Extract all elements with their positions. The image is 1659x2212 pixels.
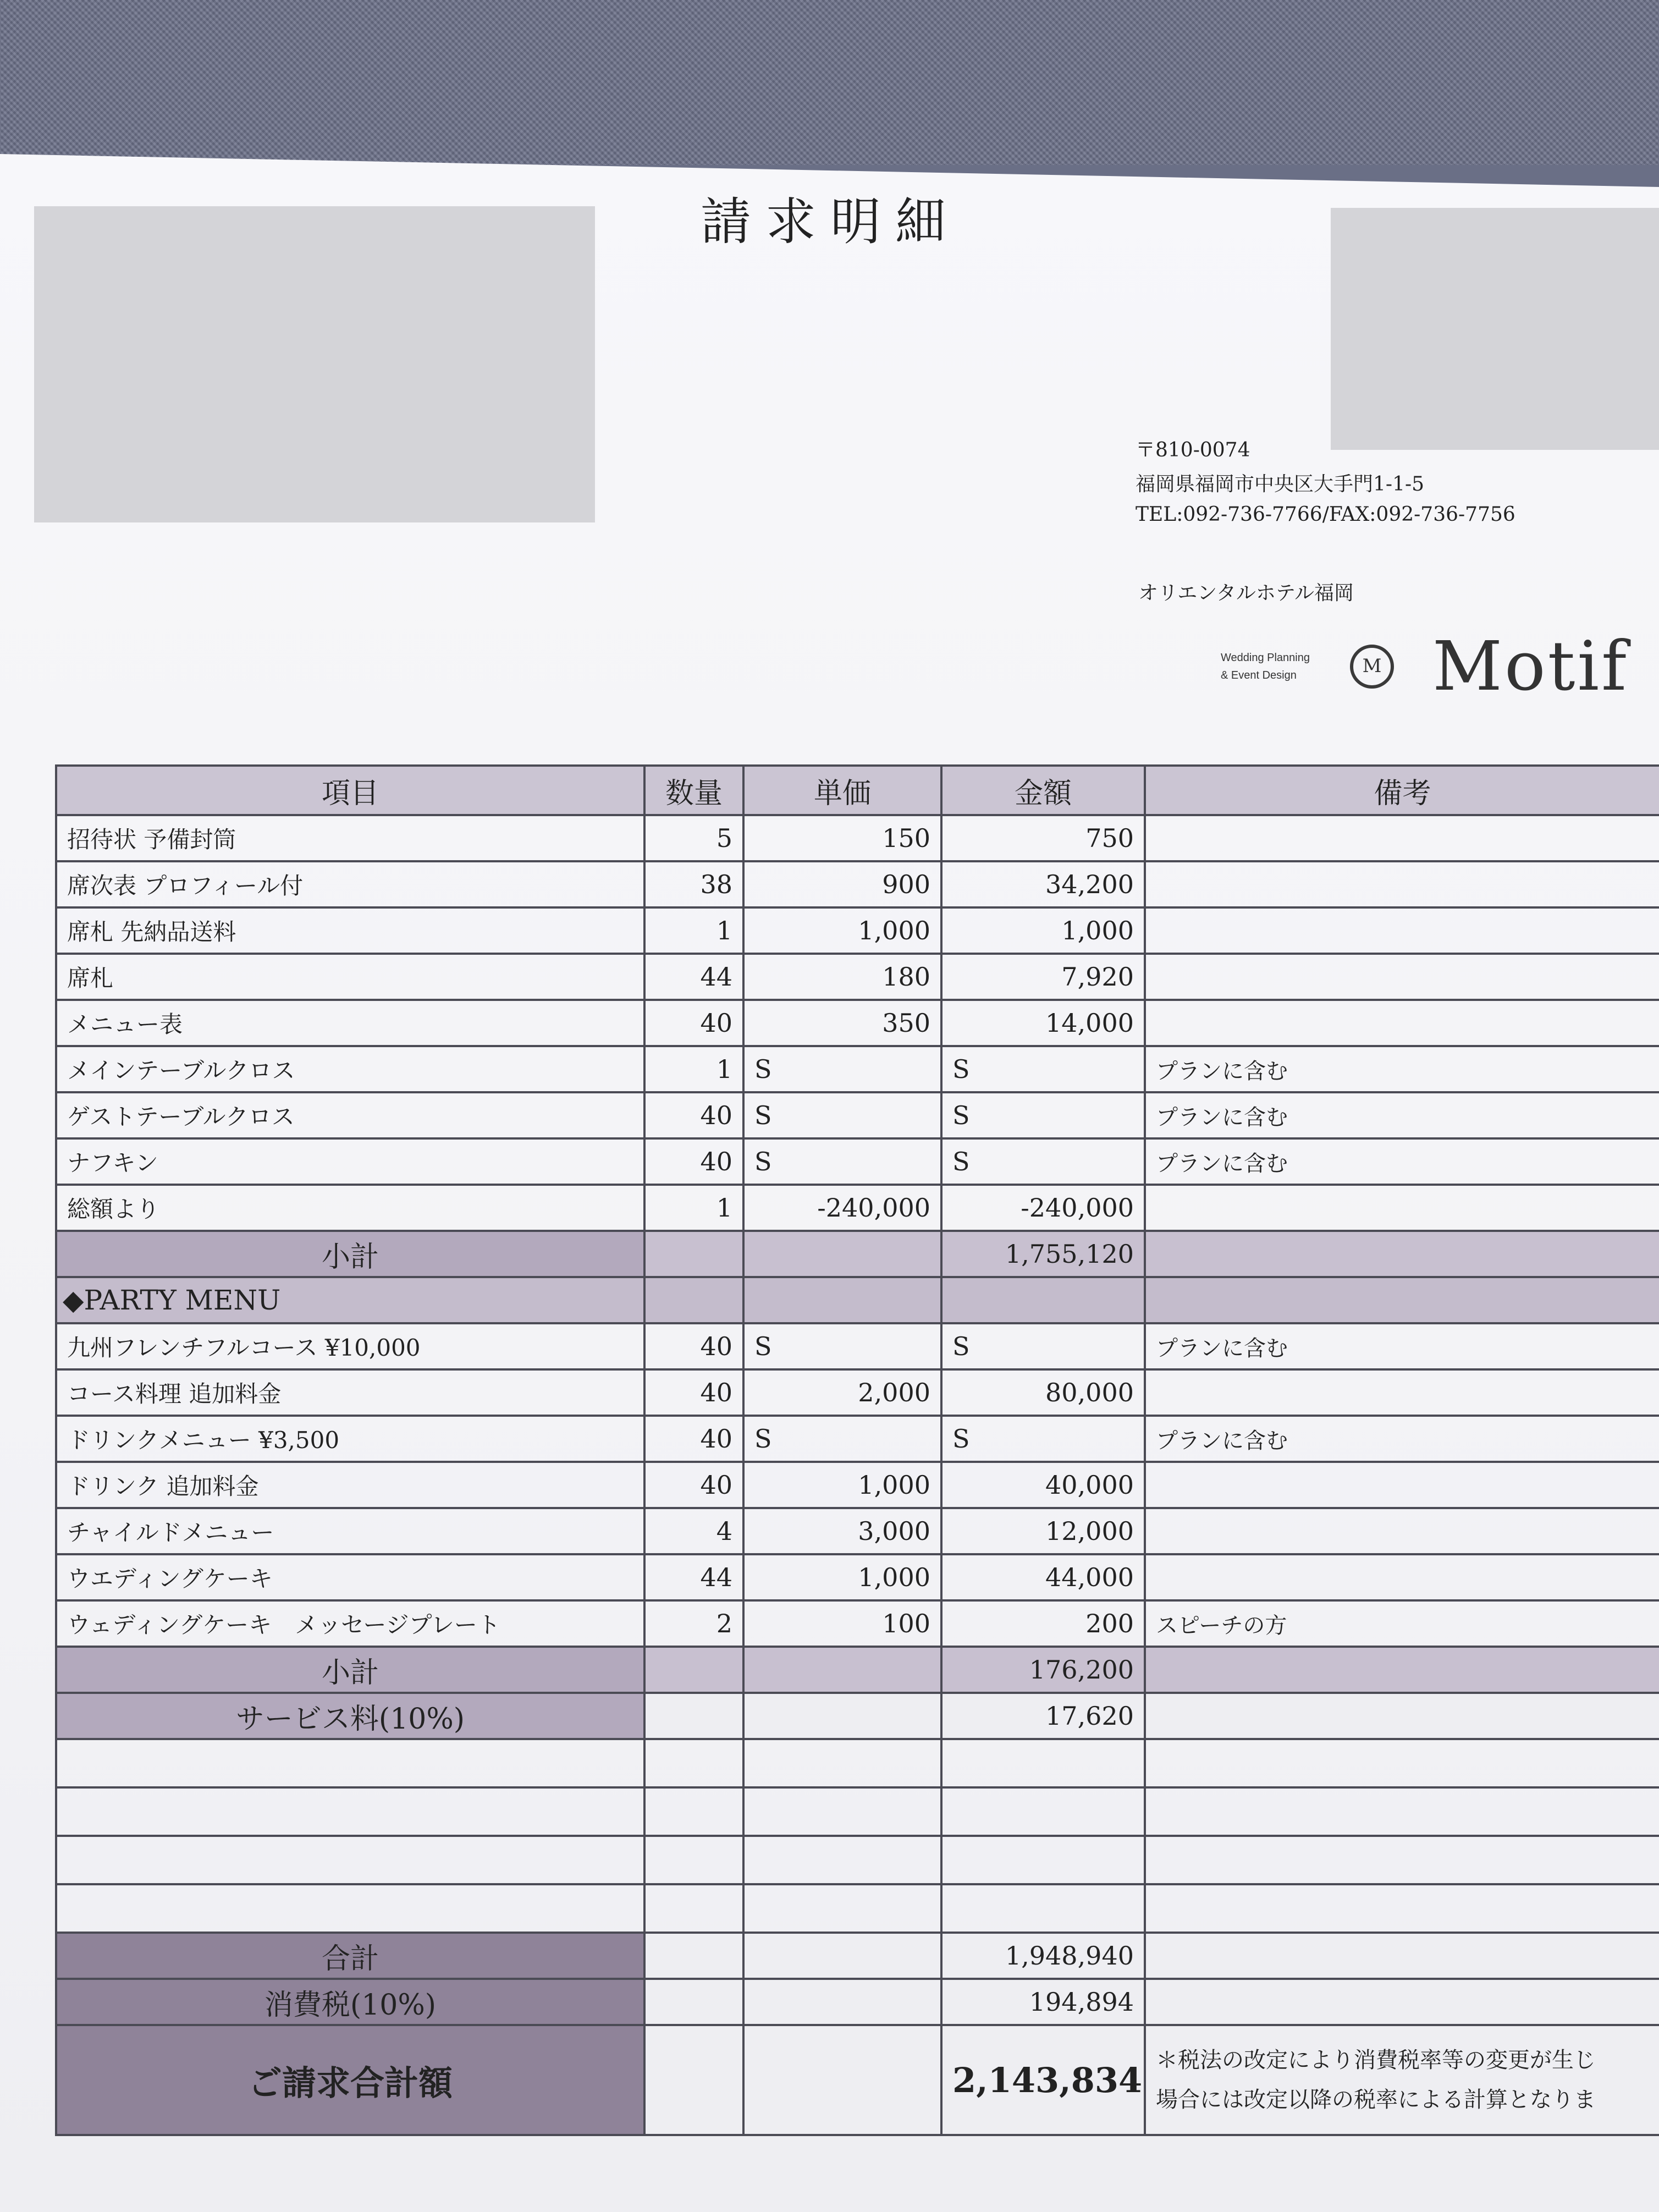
blank-cell [1145, 1739, 1659, 1787]
item-unit: S [743, 1138, 941, 1185]
item-amount: -240,000 [941, 1185, 1145, 1231]
service-amount: 17,620 [941, 1693, 1145, 1739]
item-unit: 180 [743, 954, 941, 1000]
table-row [56, 1092, 1659, 1138]
blank-cell [743, 1787, 941, 1836]
brand-name: Motif [1432, 627, 1629, 706]
item-amount: 44,000 [941, 1554, 1145, 1600]
header-qty: 数量 [644, 766, 743, 815]
item-unit: S [743, 1046, 941, 1092]
item-name: 総額より [56, 1185, 644, 1231]
item-note: プランに含む [1145, 1046, 1659, 1092]
item-unit: S [743, 1416, 941, 1462]
item-qty: 4 [644, 1508, 743, 1554]
blank-cell [1145, 1693, 1659, 1739]
item-name: ドリンクメニュー ¥3,500 [56, 1416, 644, 1462]
empty-row [56, 1787, 1659, 1836]
item-unit: 1,000 [743, 907, 941, 954]
item-name: 席札 [56, 954, 644, 1000]
blank-cell [1145, 1277, 1659, 1323]
blank-cell [644, 1231, 743, 1277]
tax-notice-line2: 場合には改定以降の税率による計算となりま [1156, 2087, 1596, 2112]
total-row [56, 1933, 1659, 1979]
subtotal-label: 小計 [56, 1647, 644, 1693]
item-note: プランに含む [1145, 1092, 1659, 1138]
header-amount: 金額 [941, 766, 1145, 815]
blank-cell [941, 1787, 1145, 1836]
item-amount: 200 [941, 1600, 1145, 1647]
section-label: ◆PARTY MENU [56, 1277, 644, 1323]
blank-cell [743, 1231, 941, 1277]
brand-subtitle [1221, 649, 1331, 684]
grand-total-amount: 2,143,834 [941, 2025, 1145, 2135]
item-note [1145, 1000, 1659, 1046]
item-unit: 1,000 [743, 1554, 941, 1600]
document-title: 請求明細 [700, 192, 960, 251]
table-row [56, 1600, 1659, 1647]
blank-cell [743, 1836, 941, 1884]
item-amount: 750 [941, 815, 1145, 861]
empty-row [56, 1884, 1659, 1933]
item-qty: 1 [644, 907, 743, 954]
table-row [56, 815, 1659, 861]
item-amount: 1,000 [941, 907, 1145, 954]
redacted-logo [1331, 208, 1659, 450]
blank-cell [56, 1787, 644, 1836]
item-note [1145, 1508, 1659, 1554]
grand-total-label: ご請求合計額 [56, 2025, 644, 2135]
item-name: ウエディングケーキ [56, 1554, 644, 1600]
blank-cell [1145, 1231, 1659, 1277]
brand-sub-line1: Wedding Planning [1221, 652, 1310, 664]
item-note [1145, 1462, 1659, 1508]
item-amount: S [941, 1092, 1145, 1138]
blank-cell [56, 1884, 644, 1933]
item-qty: 44 [644, 954, 743, 1000]
table-row [56, 954, 1659, 1000]
item-amount: 14,000 [941, 1000, 1145, 1046]
item-unit: 900 [743, 861, 941, 907]
table-row [56, 907, 1659, 954]
blank-cell [1145, 1836, 1659, 1884]
item-note: プランに含む [1145, 1138, 1659, 1185]
grand-total-row [56, 2025, 1659, 2135]
item-unit: S [743, 1323, 941, 1369]
table-row [56, 1000, 1659, 1046]
service-charge-row [56, 1693, 1659, 1739]
item-unit: 3,000 [743, 1508, 941, 1554]
table-row [56, 861, 1659, 907]
blank-cell [644, 1884, 743, 1933]
item-unit: 100 [743, 1600, 941, 1647]
item-unit: 350 [743, 1000, 941, 1046]
item-qty: 38 [644, 861, 743, 907]
blank-cell [941, 1884, 1145, 1933]
tax-notice [1145, 2025, 1659, 2135]
brand-mark-icon: M [1350, 645, 1394, 689]
item-note [1145, 815, 1659, 861]
item-amount: S [941, 1046, 1145, 1092]
blank-cell [644, 1787, 743, 1836]
item-name: 席札 先納品送料 [56, 907, 644, 954]
item-amount: 34,200 [941, 861, 1145, 907]
table-row [56, 1185, 1659, 1231]
item-qty: 40 [644, 1462, 743, 1508]
blank-cell [941, 1739, 1145, 1787]
blank-cell [743, 1277, 941, 1323]
redacted-recipient [34, 206, 595, 522]
subtotal-row [56, 1231, 1659, 1277]
item-qty: 44 [644, 1554, 743, 1600]
table-row [56, 1554, 1659, 1600]
blank-cell [743, 1933, 941, 1979]
empty-row [56, 1836, 1659, 1884]
item-note [1145, 1554, 1659, 1600]
blank-cell [743, 2025, 941, 2135]
item-amount: 40,000 [941, 1462, 1145, 1508]
blank-cell [644, 2025, 743, 2135]
blank-cell [644, 1277, 743, 1323]
item-amount: S [941, 1323, 1145, 1369]
blank-cell [743, 1693, 941, 1739]
item-note [1145, 907, 1659, 954]
item-qty: 1 [644, 1185, 743, 1231]
item-amount: S [941, 1138, 1145, 1185]
blank-cell [644, 1836, 743, 1884]
header-unit-price: 単価 [743, 766, 941, 815]
empty-row [56, 1739, 1659, 1787]
item-name: 九州フレンチフルコース ¥10,000 [56, 1323, 644, 1369]
item-name: コース料理 追加料金 [56, 1369, 644, 1416]
background-fabric [0, 0, 1659, 165]
blank-cell [743, 1979, 941, 2025]
item-amount: S [941, 1416, 1145, 1462]
blank-cell [941, 1836, 1145, 1884]
blank-cell [743, 1884, 941, 1933]
item-note [1145, 1185, 1659, 1231]
subtotal-amount: 1,755,120 [941, 1231, 1145, 1277]
item-note: スピーチの方 [1145, 1600, 1659, 1647]
item-name: チャイルドメニュー [56, 1508, 644, 1554]
blank-cell [1145, 1787, 1659, 1836]
item-qty: 40 [644, 1138, 743, 1185]
item-unit: 1,000 [743, 1462, 941, 1508]
item-qty: 40 [644, 1000, 743, 1046]
item-qty: 1 [644, 1046, 743, 1092]
blank-cell [644, 1933, 743, 1979]
blank-cell [644, 1739, 743, 1787]
subtotal-label: 小計 [56, 1231, 644, 1277]
item-name: メニュー表 [56, 1000, 644, 1046]
blank-cell [644, 1647, 743, 1693]
blank-cell [1145, 1979, 1659, 2025]
item-qty: 5 [644, 815, 743, 861]
table-row [56, 1508, 1659, 1554]
brand-sub-line2: & Event Design [1221, 669, 1297, 681]
table-row [56, 1323, 1659, 1369]
table-row [56, 1416, 1659, 1462]
item-note: プランに含む [1145, 1323, 1659, 1369]
item-qty: 40 [644, 1323, 743, 1369]
table-row [56, 1046, 1659, 1092]
item-name: メインテーブルクロス [56, 1046, 644, 1092]
item-name: ウェディングケーキ メッセージプレート [56, 1600, 644, 1647]
service-label: サービス料(10%) [56, 1693, 644, 1739]
subtotal-amount: 176,200 [941, 1647, 1145, 1693]
item-qty: 40 [644, 1369, 743, 1416]
blank-cell [1145, 1647, 1659, 1693]
table-row [56, 1462, 1659, 1508]
blank-cell [56, 1739, 644, 1787]
item-note [1145, 954, 1659, 1000]
subtotal-row [56, 1647, 1659, 1693]
total-amount: 1,948,940 [941, 1933, 1145, 1979]
tax-notice-line1: ＊税法の改定により消費税率等の変更が生じ [1156, 2048, 1596, 2073]
item-amount: 7,920 [941, 954, 1145, 1000]
sender-hotel: オリエンタルホテル福岡 [1138, 582, 1354, 604]
blank-cell [644, 1979, 743, 2025]
item-unit: -240,000 [743, 1185, 941, 1231]
item-name: 招待状 予備封筒 [56, 815, 644, 861]
section-header-row [56, 1277, 1659, 1323]
item-name: ドリンク 追加料金 [56, 1462, 644, 1508]
item-note [1145, 861, 1659, 907]
item-name: ゲストテーブルクロス [56, 1092, 644, 1138]
item-unit: S [743, 1092, 941, 1138]
sender-tel-fax: TEL:092-736-7766/FAX:092-736-7756 [1136, 503, 1515, 526]
header-note: 備考 [1145, 766, 1659, 815]
blank-cell [1145, 1933, 1659, 1979]
item-name: 席次表 プロフィール付 [56, 861, 644, 907]
table-header-row [56, 766, 1659, 815]
invoice-table [55, 764, 1659, 2136]
item-unit: 150 [743, 815, 941, 861]
blank-cell [1145, 1884, 1659, 1933]
item-unit: 2,000 [743, 1369, 941, 1416]
tax-label: 消費税(10%) [56, 1979, 644, 2025]
item-note: プランに含む [1145, 1416, 1659, 1462]
item-note [1145, 1369, 1659, 1416]
sender-postal: 〒810-0074 [1136, 439, 1250, 461]
total-label: 合計 [56, 1933, 644, 1979]
blank-cell [644, 1693, 743, 1739]
blank-cell [56, 1836, 644, 1884]
item-qty: 2 [644, 1600, 743, 1647]
tax-amount: 194,894 [941, 1979, 1145, 2025]
sender-address: 福岡県福岡市中央区大手門1-1-5 [1136, 473, 1425, 496]
blank-cell [941, 1277, 1145, 1323]
tax-row [56, 1979, 1659, 2025]
table-row [56, 1369, 1659, 1416]
item-amount: 12,000 [941, 1508, 1145, 1554]
header-item: 項目 [56, 766, 644, 815]
table-row [56, 1138, 1659, 1185]
item-qty: 40 [644, 1092, 743, 1138]
item-amount: 80,000 [941, 1369, 1145, 1416]
item-qty: 40 [644, 1416, 743, 1462]
blank-cell [743, 1647, 941, 1693]
item-name: ナフキン [56, 1138, 644, 1185]
blank-cell [743, 1739, 941, 1787]
